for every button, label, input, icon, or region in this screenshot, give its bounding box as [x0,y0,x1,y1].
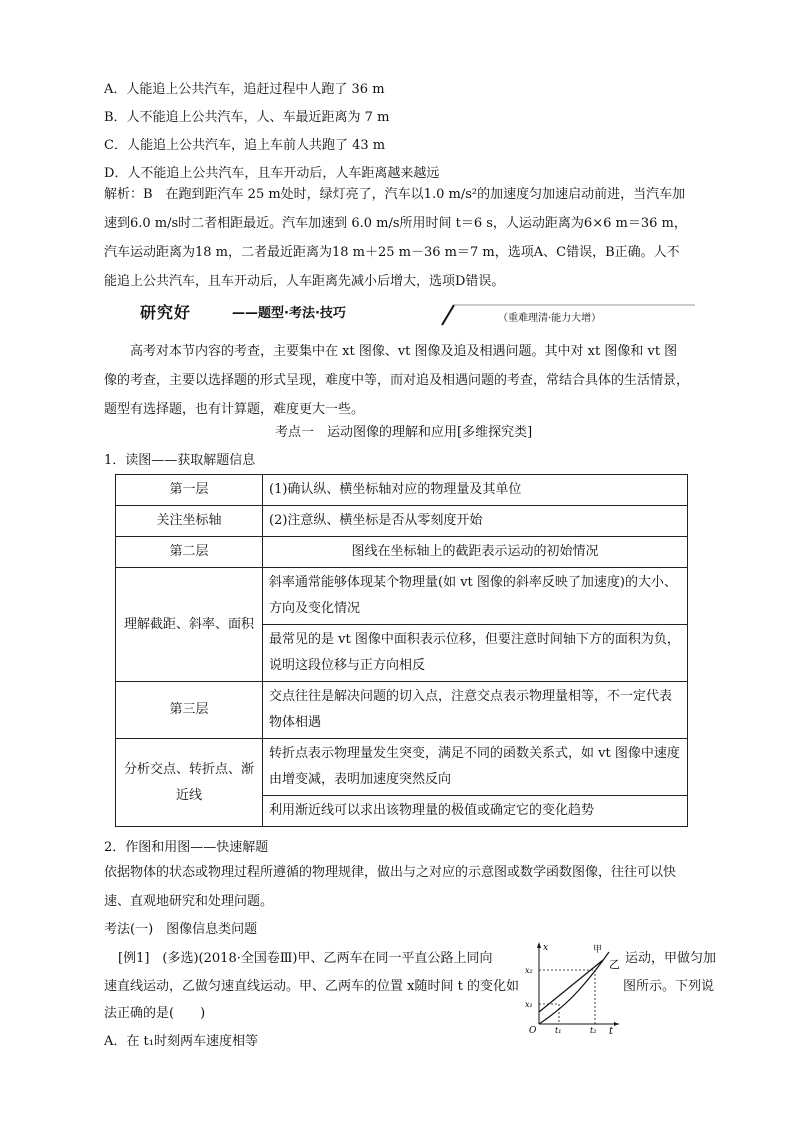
example-line-2-right: 图所示。下列说 [623,979,715,994]
t-axis-label: t [609,1026,614,1034]
option-a: A．人能追上公共汽车，追赶过程中人跑了 36 m [104,82,385,97]
table-cell: 第一层 [116,475,263,506]
banner-subtitle: ——题型·考法·技巧 [232,306,346,321]
example-line-3: 法正确的是( ) [104,1006,206,1021]
table-cell: 第二层 [116,537,263,568]
draw-graph-text: 依据物体的状态或物理过程所遵循的物理规律，做出与之对应的示意图或数学函数图像，往往可以快速、直观地研究和处理问题。 [104,865,677,909]
yi-label: 乙 [609,958,620,971]
table-cell: 利用渐近线可以求出该物理量的极值或确定它的变化趋势 [263,796,688,827]
yi-curve [539,952,609,1024]
x-t-graph [523,938,623,1034]
option-b: B．人不能追上公共汽车，人、车最近距离为 7 m [104,110,390,125]
banner-title: 研究好 [140,303,192,322]
option-d: D．人不能追上公共汽车，且车开动后，人车距离越来越远 [104,166,440,181]
example-option-a: A．在 t₁时刻两车速度相等 [104,1034,258,1049]
table-cell: 理解截距、斜率、面积 [116,568,263,682]
table-cell: 关注坐标轴 [116,506,263,537]
t1-label: t₁ [555,1026,562,1034]
table-cell: 图线在坐标轴上的截距表示运动的初始情况 [263,537,688,568]
section-title: 考点一 运动图像的理解和应用[多维探究类] [275,425,533,440]
example-line-1: [例1] (多选)(2018·全国卷Ⅲ)甲、乙两车在同一平直公路上同向 [118,951,493,966]
heading-draw-graph: 2．作图和用图——快速解题 [104,840,269,855]
x2-label: x₂ [525,966,533,975]
banner-right-text: （重难理清·能力大增） [498,313,602,324]
example-line-1-right: 运动，甲做匀加 [625,951,717,966]
x-axis-arrow [537,942,541,948]
t-axis-arrow [614,1022,619,1026]
table-cell: (1)确认纵、横坐标轴对应的物理量及其单位 [263,475,688,506]
t2-label: t₂ [590,1026,597,1034]
table-cell: 第三层 [116,682,263,739]
origin-label: O [529,1026,537,1034]
jia-line [539,960,603,1012]
intro-text: 高考对本节内容的考查，主要集中在 xt 图像、vt 图像及追及相遇问题。其中对 xt 图像和 vt 图像的考查，主要以选择题的形式呈现，难度中等，而对追及相遇问题的考查，常结合具体的生活情景，题型有选择题，也有计算题，难度更大一些。 [104,344,690,417]
x-axis-label: x [543,943,549,953]
table-cell: (2)注意纵、横坐标是否从零刻度开始 [263,506,688,537]
x1-label: x₁ [525,1000,533,1009]
solution-text: 解析：B 在跑到距汽车 25 m处时，绿灯亮了，汽车以1.0 m/s²的加速度匀加速启动前进，当汽车加速到6.0 m/s时二者相距最近。汽车加速到 6.0 m/s所用时间 t＝6 s，人运动距离为6×6 m＝36 m，汽车运动距离为18 m，二者最近距离为18 m＋25 m－36 m＝7 m，选项A、C错误，B正确。人不能追上公共汽车，且车开动后，人车距离先减小后增大，选项D错误。 [104,187,687,289]
example-line-2: 速直线运动，乙做匀速直线运动。甲、乙两车的位置 x随时间 t 的变化如 [104,979,519,994]
option-c: C．人能追上公共汽车，追上车前人共跑了 43 m [104,138,386,153]
table-cell: 斜率通常能够体现某个物理量(如 vt 图像的斜率反映了加速度)的大小、方向及变化情况 [263,568,688,625]
table-cell: 交点往往是解决问题的切入点，注意交点表示物理量相等，不一定代表物体相遇 [263,682,688,739]
method-heading: 考法(一) 图像信息类问题 [104,922,258,937]
info-table [115,474,688,827]
table-cell: 转折点表示物理量发生突变，满足不同的函数关系式，如 vt 图像中速度由增变减，表明加速度突然反向 [263,739,688,796]
table-cell: 最常见的是 vt 图像中面积表示位移，但要注意时间轴下方的面积为负，说明这段位移与正方向相反 [263,625,688,682]
table-cell: 分析交点、转折点、渐近线 [116,739,263,827]
jia-label: 甲 [593,945,603,955]
heading-read-graph: 1．读图——获取解题信息 [104,453,256,468]
